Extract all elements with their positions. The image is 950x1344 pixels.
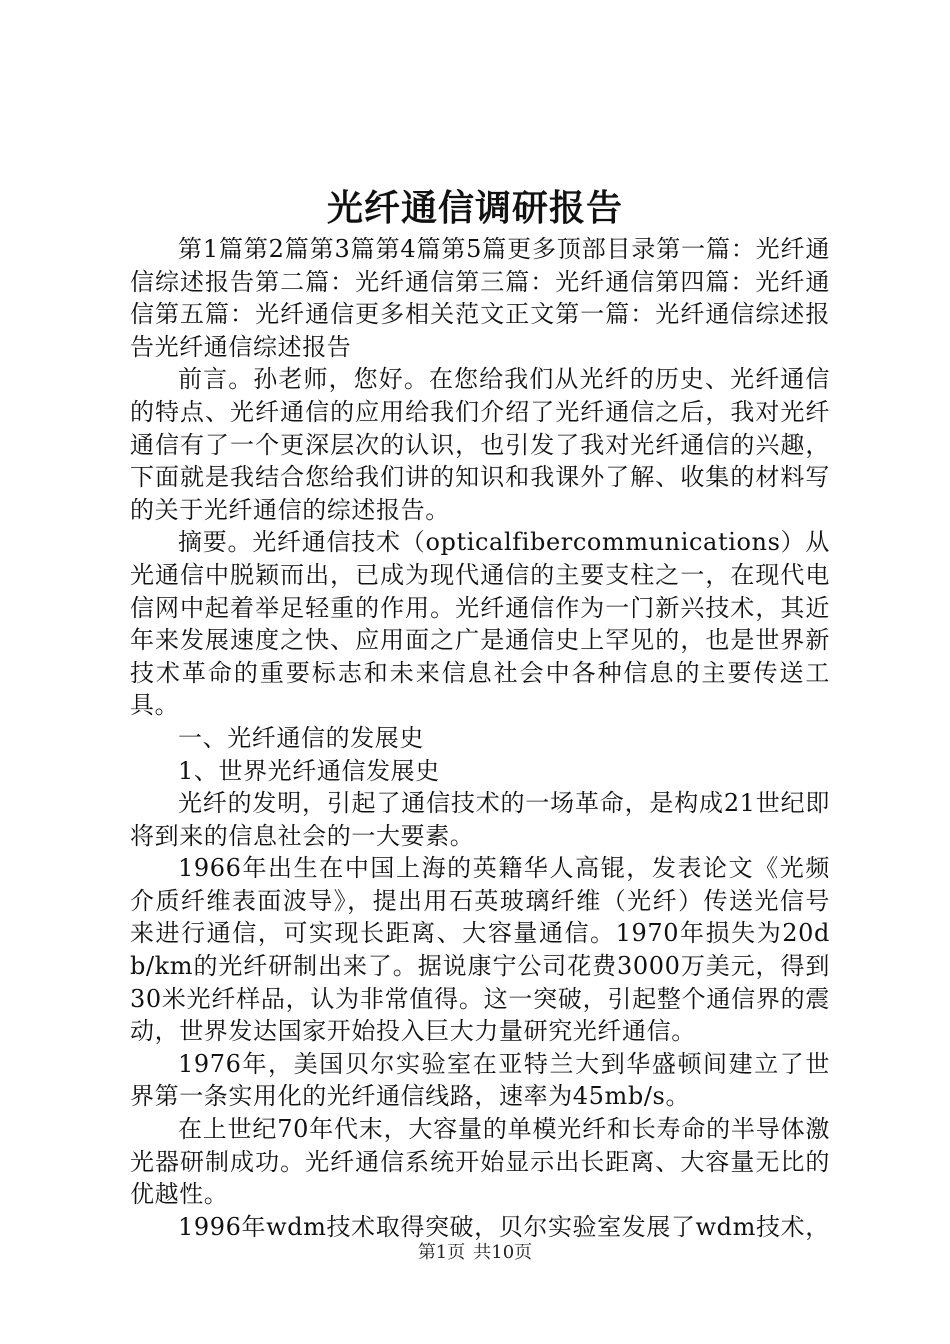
paragraph-1966: 1966年出生在中国上海的英籍华人高锟，发表论文《光频介质纤维表面波导》，提出用石英玻璃纤维（光纤）传送光信号来进行通信，可实现长距离、大容量通信。1970年损失为20db/km的光纤研制出来了。据说康宁公司花费3000万美元，得到30米光纤样品，认为非常值得。这一突破，引起整个通信界的震动，世界发达国家开始投入巨大力量研究光纤通信。	[130, 854, 830, 1046]
paragraph-abstract: 摘要。光纤通信技术（opticalfibercommunications）从光通信中脱颖而出，已成为现代通信的主要支柱之一，在现代电信网中起着举足轻重的作用。光纤通信作为一门新兴技术，其近年来发展速度之快、应用面之广是通信史上罕见的，也是世界新技术革命的重要标志和未来信息社会中各种信息的主要传送工具。	[130, 528, 830, 720]
paragraph-table-of-contents: 第1篇第2篇第3篇第4篇第5篇更多顶部目录第一篇：光纤通信综述报告第二篇：光纤通信第三篇：光纤通信第四篇：光纤通信第五篇：光纤通信更多相关范文正文第一篇：光纤通信综述报告光纤通信综述报告	[130, 235, 830, 361]
paragraph-1976: 1976年，美国贝尔实验室在亚特兰大到华盛顿间建立了世界第一条实用化的光纤通信线路，速率为45mb/s。	[130, 1049, 830, 1111]
paragraph-preface: 前言。孙老师，您好。在您给我们从光纤的历史、光纤通信的特点、光纤通信的应用给我们介绍了光纤通信之后，我对光纤通信有了一个更深层次的认识，也引发了我对光纤通信的兴趣，下面就是我结合您给我们讲的知识和我课外了解、收集的材料写的关于光纤通信的综述报告。	[130, 365, 830, 524]
document-body	[130, 233, 830, 1243]
section-heading-history: 一、光纤通信的发展史	[178, 723, 424, 752]
document-title: 光纤通信调研报告	[326, 187, 623, 229]
paragraph-invention: 光纤的发明，引起了通信技术的一场革命，是构成21世纪即将到来的信息社会的一大要素。	[130, 789, 830, 850]
paragraph-1996: 1996年wdm技术取得突破，贝尔实验室发展了wdm技术，	[178, 1212, 830, 1241]
subsection-heading-world-history: 1、世界光纤通信发展史	[178, 756, 440, 785]
page-footer	[0, 1241, 950, 1265]
page-total: 共10页	[473, 1242, 533, 1263]
paragraph-1970s: 在上世纪70年代末，大容量的单模光纤和长寿命的半导体激光器研制成功。光纤通信系统开始显示出长距离、大容量无比的优越性。	[130, 1115, 830, 1209]
page-number: 第1页	[417, 1242, 466, 1263]
